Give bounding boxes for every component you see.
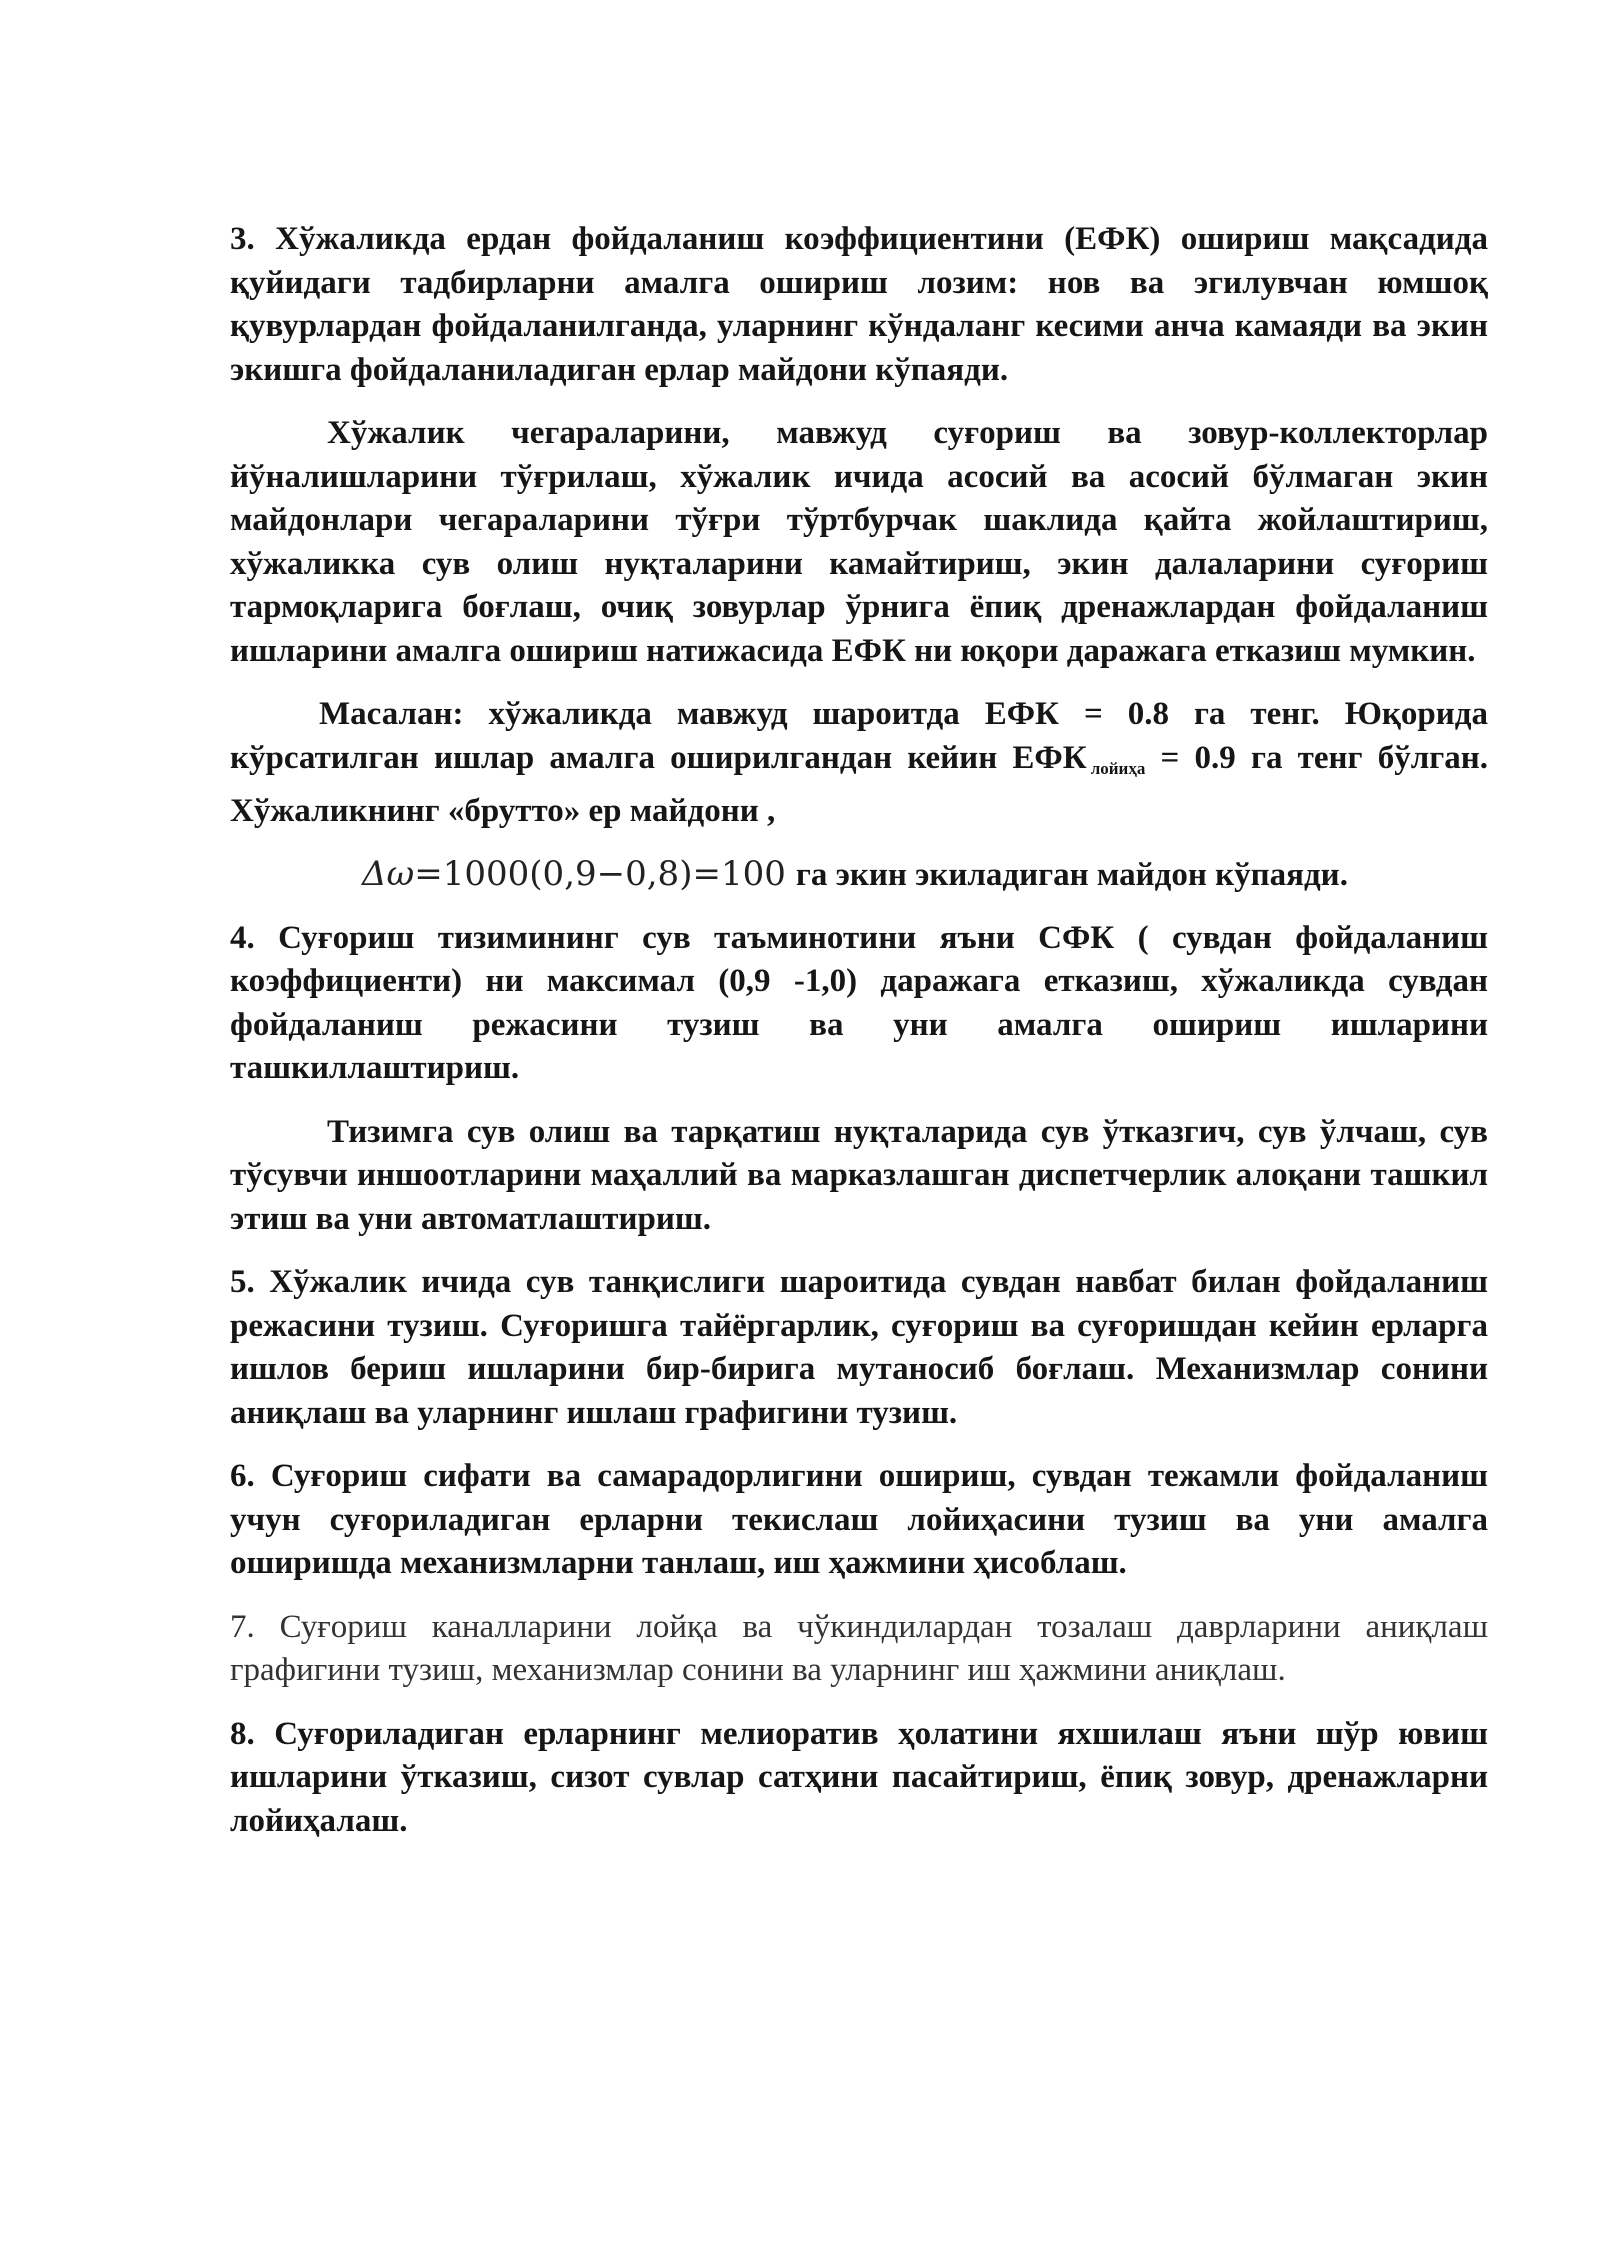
paragraph-item-4: 4. Суғориш тизимининг сув таъминотини яъни СФК ( сувдан фойдаланиш коэффициенти) ни максимал (0,9 -1,0) даражага етказиш, хўжаликда сувдан фойдаланиш режасини тузиш ва уни амалга ошириш ишларини ташкиллаштириш. [230,919,1488,1086]
example-subscript: лойиҳа [1090,758,1146,778]
paragraph-dispatch: Тизимга сув олиш ва тарқатиш нуқталарида сув ўтказгич, сув ўлчаш, сув тўсувчи иншоотларини маҳаллий ва марказлашган диспетчерлик алоқани ташкил этиш ва уни автоматлаштириш. [230,1113,1488,1237]
paragraph-item-7: 7. Суғориш каналларини лойқа ва чўкиндилардан тозалаш даврларини аниқлаш графигини тузиш, механизмлар сонини ва уларнинг иш ҳажмини аниқлаш. [230,1608,1488,1688]
document-page [230,218,1488,1843]
formula-tail-text: га экин экиладиган майдон кўпаяди. [795,856,1348,893]
example-text: Масалан: хўжаликда мавжуд шароитда ЕФК = 0.8 га тенг. Юқорида кўрсатилган ишлар амалга оширилгандан кейин ЕФК [230,696,1488,776]
paragraph-item-6: 6. Суғориш сифати ва самарадорлигини ошириш, сувдан тежамли фойдаланиш учун суғориладиган ерларни текислаш лойиҳасини тузиш ва уни амалга оширишда механизмларни танлаш, иш ҳажмини ҳисоблаш. [230,1458,1488,1581]
paragraph-farm-boundaries: Хўжалик чегараларини, мавжуд суғориш ва зовур-коллекторлар йўналишларини тўғрилаш, хўжалик ичида асосий ва асосий бўлмаган экин майдонлари чегараларини тўғри тўртбурчак шаклида қайта жойлаштириш, хўжаликка сув олиш нуқталарини камайтириш, экин далаларини суғориш тармоқларига боғлаш, очиқ зовурлар ўрнига ёпиқ дренажлардан фойдаланиш ишларини амалга ошириш натижасида ЕФК ни юқори даражага етказиш мумкин. [230,415,1488,669]
paragraph-item-8: 8. Суғориладиган ерларнинг мелиоратив ҳолатини яхшилаш яъни шўр ювиш ишларини ўтказиш, сизот сувлар сатҳини пасайтириш, ёпиқ зовур, дренажларни лойиҳалаш. [230,1715,1488,1839]
formula-symbol: Δω [362,853,415,894]
paragraph-item-5: 5. Хўжалик ичида сув танқислиги шароитида сувдан навбат билан фойдаланиш режасини тузиш. Суғоришга тайёргарлик, суғориш ва суғоришдан кейин ерларга ишлов бериш ишларини бир-бирига мутаносиб боғлаш. Механизмлар сонини аниқлаш ва уларнинг ишлаш графигини тузиш. [230,1264,1488,1431]
formula-line [230,846,1488,903]
example-tail-text: = 0.9 га тенг бўлган. Хўжаликнинг «брутто» ер майдони , [230,739,1488,829]
paragraph-item-3: 3. Хўжаликда ердан фойдаланиш коэффициентини (ЕФК) ошириш мақсадида қуйидаги тадбирларни амалга ошириш лозим: нов ва эгилувчан юмшоқ қувурлардан фойдаланилганда, уларнинг кўндаланг кесими анча камаяди ва экин экишга фойдаланиладиган ерлар майдони кўпаяди. [230,221,1488,388]
formula-expression: =1000(0,9−0,8)=100 [414,853,786,894]
formula [362,854,786,894]
paragraph-example [230,693,1488,834]
